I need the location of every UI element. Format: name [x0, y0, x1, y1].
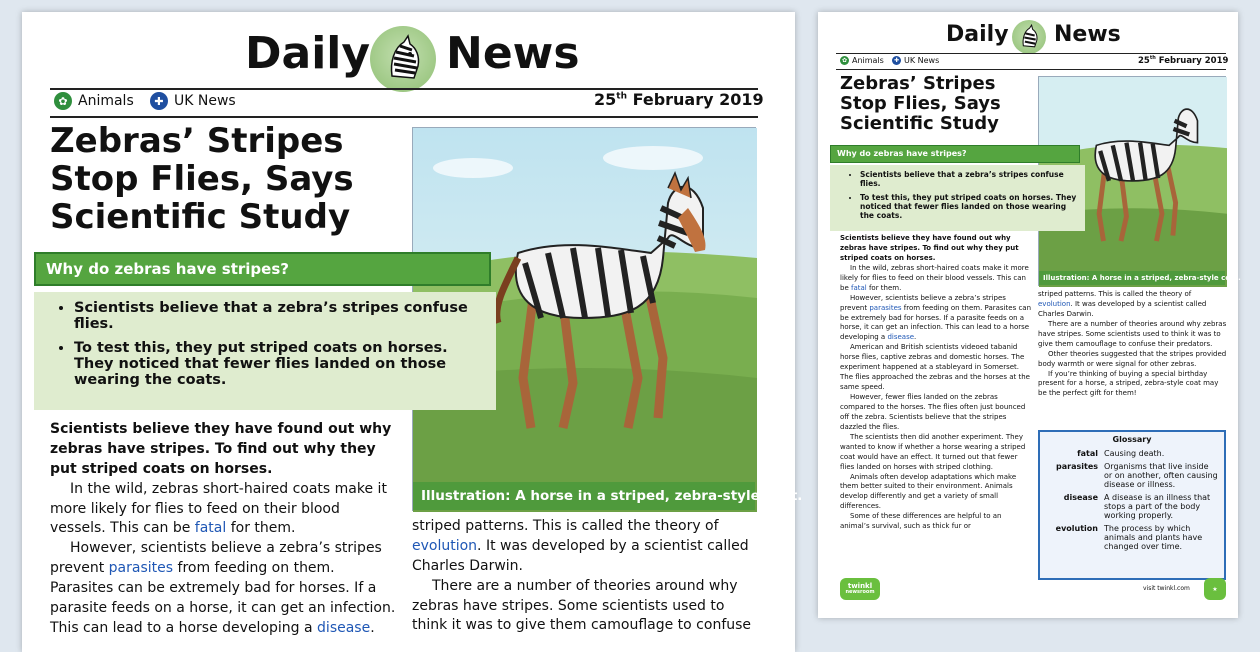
glossary-box — [1038, 430, 1226, 580]
illustration-caption: Illustration: A horse in a striped, zebra-style coat. — [1039, 271, 1225, 285]
article-intro: Scientists believe they have found out why zebras have stripes. To find out why they put striped coats on horses. — [840, 234, 1019, 262]
article-column-2 — [1038, 290, 1228, 399]
paragraph: There are a number of theories around why zebras have stripes. Some scientists used to think it was to give them camouflage to confuse — [412, 577, 752, 634]
glossary-row: disease A disease is an illness that stops a part of the body working properly. — [1063, 493, 1211, 520]
page-title: Zebras’ Stripes Stop Flies, Says Scientific Study — [840, 73, 1001, 135]
masthead-daily: Daily — [245, 28, 371, 79]
key-points-box — [830, 165, 1085, 231]
link-parasites[interactable]: parasites — [108, 560, 174, 577]
tag-animals — [54, 92, 134, 110]
paragraph: Other theories suggested that the stripes provided body warmth or were signal for other zebras. — [1038, 349, 1227, 368]
footer-url: visit twinkl.com — [1143, 585, 1190, 592]
article-column-1 — [50, 420, 400, 639]
tag-uk-label: UK News — [174, 93, 236, 109]
question-heading: Why do zebras have stripes? — [830, 145, 1080, 163]
twinkl-newsroom-logo: twinkl newsroom — [840, 578, 880, 600]
masthead-news: News — [1054, 22, 1121, 47]
tag-animals-label: Animals — [852, 56, 884, 65]
link-evolution[interactable]: evolution — [412, 537, 478, 554]
zebra-logo-icon — [370, 26, 436, 92]
article-column-2 — [412, 517, 762, 636]
link-evolution[interactable]: evolution — [1038, 299, 1071, 308]
glossary-title: Glossary — [1112, 435, 1152, 444]
paw-icon: ✿ — [841, 57, 848, 64]
glossary-table — [1043, 447, 1221, 553]
paragraph: However, fewer flies landed on the zebras compared to the horses. The flies often just bounced off the zebra. Scientists believe that the stripes dazzled the flies. — [840, 393, 1026, 431]
tag-uk-news — [892, 56, 939, 65]
paragraph: However, scientists believe a zebra’s stripes prevent parasites from feeding on them. Parasites can be extremely bad for horses. If a parasite feeds on a horse, it can get an infection. This can lead to a horse developing a disease. — [840, 293, 1032, 342]
glossary-row: evolution The process by which animals and plants have changed over time. — [1055, 524, 1203, 551]
link-fatal[interactable]: fatal — [850, 283, 867, 292]
article-column-1 — [840, 234, 1032, 532]
issue-date: 25th February 2019 — [1138, 55, 1229, 66]
newspaper-page-full — [818, 12, 1241, 618]
masthead-daily: Daily — [946, 22, 1009, 47]
key-point: • To test this, they put striped coats on horses. They noticed that fewer flies landed on those wearing the coats. — [860, 193, 1079, 220]
paragraph: If you’re thinking of buying a special birthday present for a horse, a striped, zebra-style coat may be the perfect gift for them! — [1038, 369, 1219, 398]
paragraph: There are a number of theories around why zebras have stripes. Some scientists used to think it was to give them camouflage to confuse their predators. — [1038, 319, 1227, 348]
masthead-rule-top — [836, 53, 1226, 54]
paragraph: The scientists then did another experiment. They wanted to know if whether a horse wearing a striped coat would have an effect. It turned out that fewer flies landed on horses with striped clothing. — [840, 432, 1026, 471]
tag-animals-label: Animals — [78, 93, 134, 109]
paragraph: striped patterns. This is called the theory of evolution. It was developed by a scientist called Charles Darwin. — [1038, 290, 1207, 318]
paragraph: In the wild, zebras short-haired coats make it more likely for flies to feed on their blood vessels. This can be fatal for them. — [50, 480, 387, 537]
tag-animals — [840, 56, 884, 65]
tag-uk-label: UK News — [904, 56, 940, 65]
tag-uk-news — [150, 92, 236, 110]
link-parasites[interactable]: parasites — [869, 303, 902, 312]
paragraph: American and British scientists videoed tabanid horse flies, captive zebras and domestic horses. The experiment happened at a stableyard in Somerset. The flies approached the zebras and the horses at the same speed. — [840, 343, 1030, 392]
key-point: • Scientists believe that a zebra’s stripes confuse flies. — [860, 170, 1079, 188]
key-point: • To test this, they put striped coats on horses. They noticed that fewer flies landed on those wearing the coats. — [74, 340, 482, 388]
link-disease[interactable]: disease — [317, 619, 371, 636]
masthead-rule-bottom — [50, 116, 758, 118]
twinkl-badge-icon: ★ — [1204, 578, 1226, 600]
union-flag-icon: ✚ — [150, 92, 168, 110]
key-point: • Scientists believe that a zebra’s stripes confuse flies. — [74, 300, 482, 332]
paragraph: Animals often develop adaptations which make them better suited to their environment. Animals develop differently and get a variety of small differences. — [840, 472, 1017, 511]
link-fatal[interactable]: fatal — [194, 520, 227, 537]
key-points-box — [34, 292, 496, 410]
article-intro: Scientists believe they have found out why zebras have stripes. To find out why they put striped coats on horses. — [50, 421, 392, 477]
newspaper-page-zoomed — [22, 12, 803, 652]
paragraph: Some of these differences are helpful to an animal’s survival, such as thick fur or — [840, 512, 1002, 531]
paragraph: However, scientists believe a zebra’s stripes prevent parasites from feeding on them. Parasites can be extremely bad for horses. If a parasite feeds on a horse, it can get an infection. This can lead to a horse developing a disease. — [50, 540, 396, 636]
glossary-row: parasites Organisms that live inside or on another, often causing disease or illness. — [1056, 462, 1218, 489]
issue-date: 25th February 2019 — [594, 90, 764, 109]
union-flag-icon: ✚ — [893, 57, 900, 64]
paragraph: In the wild, zebras short-haired coats make it more likely for flies to feed on their blood vessels. This can be fatal for them. — [840, 263, 1029, 292]
illustration-caption: Illustration: A horse in a striped, zebra-style coat. — [413, 482, 755, 510]
paragraph: striped patterns. This is called the theory of evolution. It was developed by a scientist called Charles Darwin. — [412, 518, 749, 574]
masthead-rule-bottom — [836, 69, 1226, 70]
zebra-logo-icon — [1012, 20, 1046, 54]
masthead-news: News — [446, 28, 580, 79]
paw-icon: ✿ — [54, 92, 72, 110]
question-heading: Why do zebras have stripes? — [34, 252, 491, 286]
page-title: Zebras’ Stripes Stop Flies, Says Scientific Study — [50, 121, 354, 238]
glossary-row: fatal Causing death. — [1077, 449, 1165, 458]
link-disease[interactable]: disease — [887, 333, 915, 342]
